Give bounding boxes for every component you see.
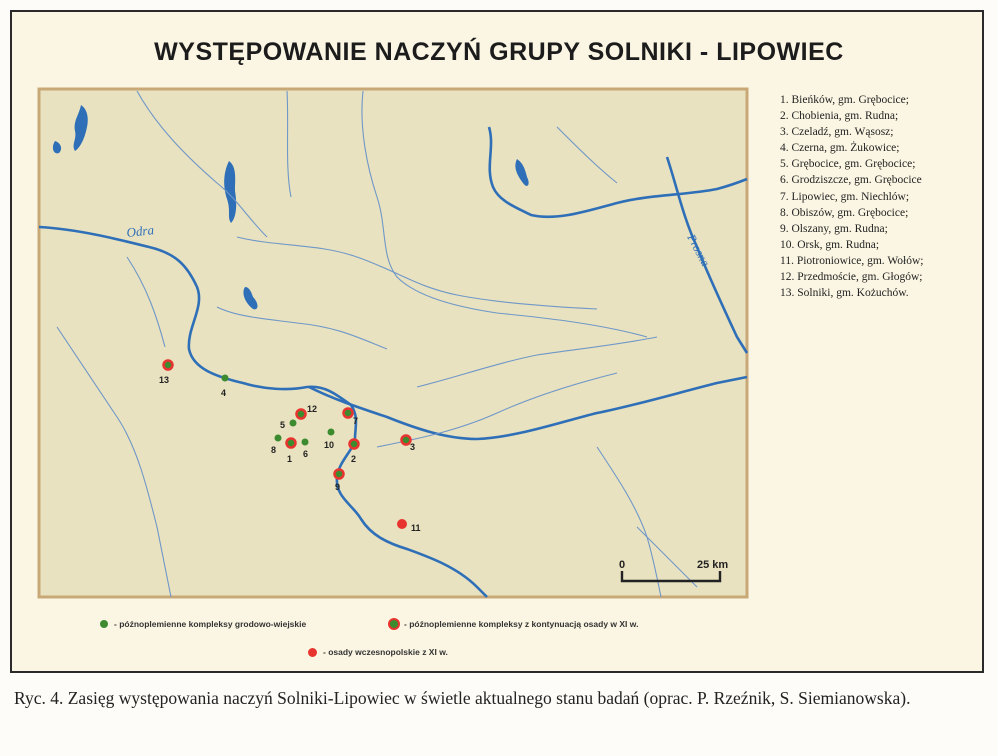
site-list <box>780 92 923 301</box>
site-label: 3 <box>410 442 416 452</box>
site-dot-icon <box>275 435 282 442</box>
legend-continuation <box>390 619 638 629</box>
site-label: 8 <box>271 445 277 455</box>
site-list-item: 3. Czeladź, gm. Wąsosz; <box>780 126 894 139</box>
site-dot-icon <box>290 420 297 427</box>
site-dot-icon <box>297 410 306 419</box>
site-label: 1 <box>287 454 293 464</box>
site-list-item: 9. Olszany, gm. Rudna; <box>780 222 888 235</box>
site-dot-icon <box>302 439 309 446</box>
site-list-item: 8. Obiszów, gm. Grębocice; <box>780 206 909 219</box>
map-title: WYSTĘPOWANIE NACZYŃ GRUPY SOLNIKI - LIPOWIEC <box>154 38 844 66</box>
site-label: 9 <box>335 482 341 492</box>
site-list-item: 11. Piotroniowice, gm. Wołów; <box>780 254 924 267</box>
site-dot-icon <box>335 470 344 479</box>
legend-early-polish <box>308 647 448 657</box>
red-green-dot-icon <box>390 620 398 628</box>
site-list-item: 13. Solniki, gm. Kożuchów. <box>780 287 909 300</box>
site-label: 13 <box>159 375 170 385</box>
red-dot-icon <box>308 648 317 657</box>
site-label: 7 <box>353 416 359 426</box>
site-list-item: 5. Grębocice, gm. Grębocice; <box>780 158 916 171</box>
site-dot-icon <box>328 429 335 436</box>
site-label: 6 <box>303 449 309 459</box>
site-label: 10 <box>324 440 335 450</box>
site-list-item: 1. Bieńków, gm. Grębocice; <box>780 94 909 106</box>
site-label: 5 <box>280 420 286 430</box>
prosna-label: Prosna <box>684 231 713 269</box>
site-label: 12 <box>307 404 318 414</box>
site-label: 4 <box>221 388 227 398</box>
site-list-item: 7. Lipowiec, gm. Niechlów; <box>780 190 910 203</box>
site-list-item: 4. Czerna, gm. Żukowice; <box>780 142 900 155</box>
site-list-item: 10. Orsk, gm. Rudna; <box>780 238 880 251</box>
green-dot-icon <box>100 620 108 628</box>
map <box>37 87 749 599</box>
figure-frame <box>10 10 984 673</box>
site-list-item: 6. Grodziszcze, gm. Grębocice <box>780 174 922 187</box>
site-label: 11 <box>411 523 421 533</box>
figure-caption: Ryc. 4. Zasięg występowania naczyń Solniki-Lipowiec w świetle aktualnego stanu badań (oprac. P. Rzeźnik, S. Siemianowska). <box>14 688 911 708</box>
site-marker-6 <box>302 439 309 460</box>
site-list-item: 2. Chobienia, gm. Rudna; <box>780 110 899 123</box>
legend-early-polish-label: - osady wczesnopolskie z XI w. <box>323 647 448 657</box>
site-label: 2 <box>351 454 357 464</box>
site-dot-icon <box>397 519 407 529</box>
legend-tribal-label: - późnoplemienne kompleksy grodowo-wiejskie <box>114 619 307 629</box>
site-dot-icon <box>222 375 229 382</box>
site-dot-icon <box>164 361 173 370</box>
site-dot-icon <box>287 439 296 448</box>
scale-end: 25 km <box>697 559 729 571</box>
site-list-item: 12. Przedmoście, gm. Głogów; <box>780 271 923 284</box>
legend-continuation-label: - późnoplemienne kompleksy z kontynuacją osady w XI w. <box>404 619 639 629</box>
legend-tribal <box>100 619 306 629</box>
odra-label: Odra <box>125 222 155 240</box>
site-dot-icon <box>344 409 353 418</box>
site-dot-icon <box>350 440 359 449</box>
scale-start: 0 <box>619 559 626 571</box>
